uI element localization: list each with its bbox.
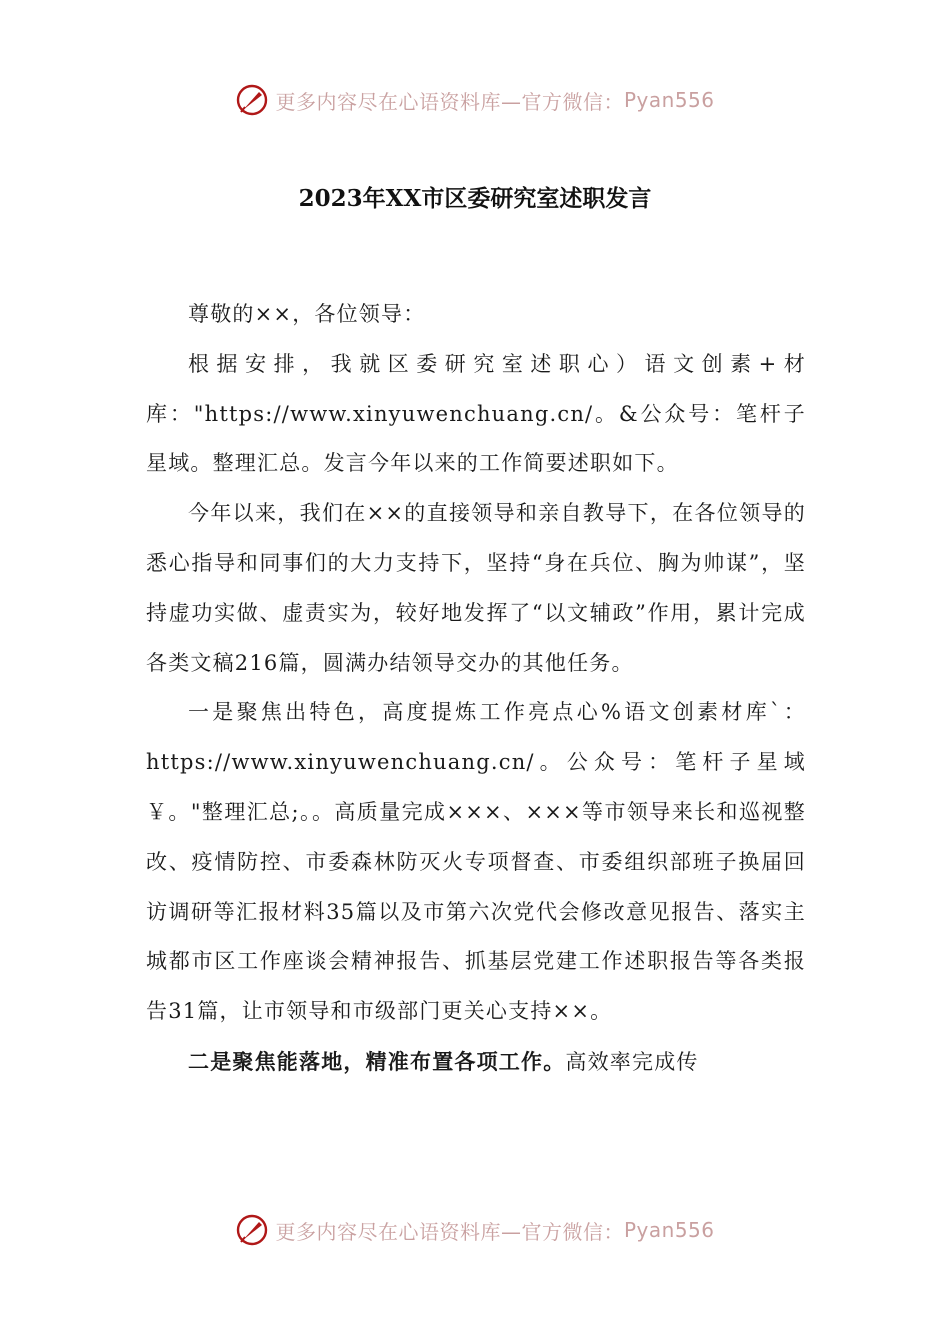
section-heading: 二是聚焦能落地，精准布置各项工作。 bbox=[188, 1048, 566, 1074]
document-title: 2023年XX市区委研究室述职发言 bbox=[298, 185, 652, 212]
paragraph: 一是聚焦出特色，高度提炼工作亮点心%语文创素材库`：https://www.xinyuwenchuang.cn/。公众号：笔杆子星域￥。"整理汇总;。。高质量完成×××、×××等市领导来长和巡视整改、疫情防控、市委森林防灭火专项督查、市委组织部班子换届回访调研等汇报材料35篇以及市第六次党代会修改意见报告、落实主城都市区工作座谈会精神报告、抓基层党建工作述职报告等各类报告31篇，让市领导和市级部门更关心支持××。 bbox=[146, 700, 806, 1024]
watermark-text: 更多内容尽在心语资料库—官方微信： bbox=[275, 1219, 624, 1244]
paragraph: 根据安排，我就区委研究室述职心）语文创素+材库："https://www.xinyuwenchuang.cn/。&公众号：笔杆子星域。整理汇总。发言今年以来的工作简要述职如下。 bbox=[146, 351, 806, 476]
paragraph-text: 高效率完成传 bbox=[565, 1049, 699, 1074]
watermark-wechat-id: Pyan556 bbox=[623, 1218, 715, 1242]
quill-logo-icon bbox=[235, 83, 269, 117]
paragraph: 今年以来，我们在××的直接领导和亲自教导下，在各位领导的悉心指导和同事们的大力支持下，坚持“身在兵位、胸为帅谋”，坚持虚功实做、虚责实为，较好地发挥了“以文辅政”作用，累计完成各类文稿216篇，圆满办结领导交办的其他任务。 bbox=[146, 501, 806, 675]
paragraph bbox=[146, 1037, 806, 1088]
watermark-text: 更多内容尽在心语资料库—官方微信： bbox=[275, 89, 624, 114]
document-body bbox=[146, 290, 806, 1088]
watermark-wechat-id: Pyan556 bbox=[623, 88, 715, 112]
watermark-header bbox=[0, 80, 950, 120]
quill-logo-icon bbox=[235, 1213, 269, 1247]
watermark-footer bbox=[0, 1210, 950, 1250]
greeting: 尊敬的××，各位领导： bbox=[188, 302, 426, 326]
